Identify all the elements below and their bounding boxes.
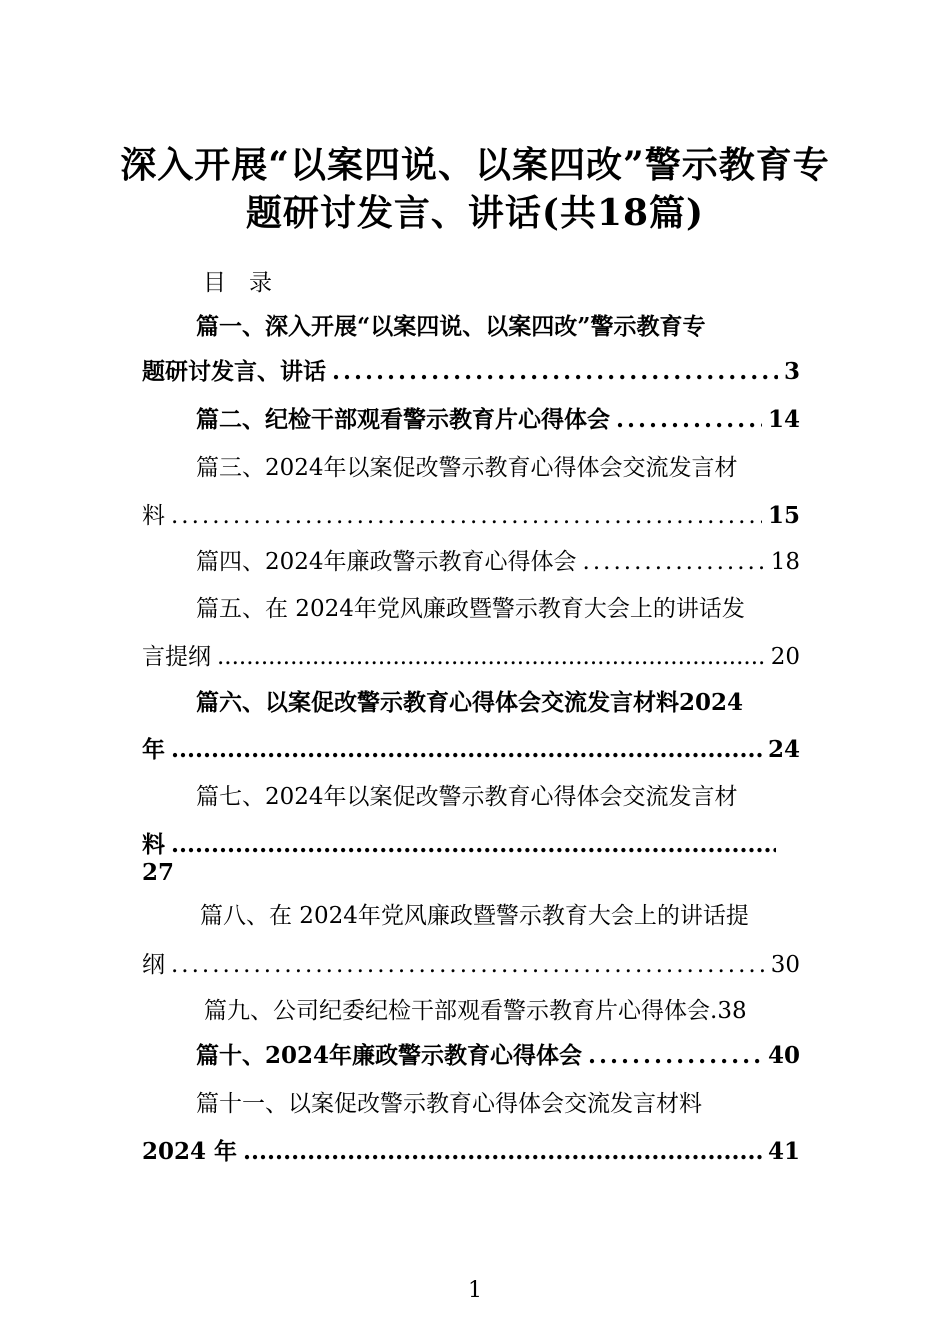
document-title-line-2: 题研讨发言、讲话(共18篇) <box>245 192 705 234</box>
toc-entry-9-label: 篇九、公司纪委纪检干部观看警示教育片心得体会. <box>204 998 718 1024</box>
toc-leader-dots <box>171 830 776 860</box>
toc-entry-2-label: 篇二、纪检干部观看警示教育片心得体会 <box>196 406 610 433</box>
document-title-line-1: 深入开展“以案四说、以案四改”警示教育专 <box>120 144 830 186</box>
toc-leader-dots <box>171 735 762 765</box>
toc-entry-6-label: 年 <box>142 736 165 763</box>
toc-entry-9-page: 38 <box>717 998 747 1024</box>
toc-leader-dots <box>171 501 762 531</box>
page-number: 1 <box>468 1278 482 1303</box>
toc-entry-9[interactable] <box>204 996 747 1026</box>
toc-entry-3-label: 料 <box>142 503 165 529</box>
toc-leader-dots <box>171 950 765 980</box>
toc-entry-7-page[interactable]: 27 <box>142 859 175 886</box>
toc-entry-2-page: 14 <box>767 406 800 433</box>
toc-entry-2[interactable] <box>196 405 800 435</box>
toc-entry-6-line-1[interactable]: 篇六、以案促改警示教育心得体会交流发言材料2024 <box>196 689 744 716</box>
toc-entry-11-line-2[interactable] <box>142 1137 800 1167</box>
toc-entry-10-page: 40 <box>767 1042 800 1069</box>
toc-leader-dots <box>588 1041 762 1071</box>
toc-entry-1-page: 3 <box>783 358 800 385</box>
toc-heading: 目 录 <box>203 270 272 296</box>
toc-entry-3-line-2[interactable] <box>142 501 800 531</box>
toc-entry-8-page: 30 <box>770 952 800 978</box>
toc-entry-4[interactable] <box>196 547 800 577</box>
toc-leader-dots <box>243 1137 762 1167</box>
toc-entry-10-label: 篇十、2024年廉政警示教育心得体会 <box>196 1042 583 1069</box>
toc-entry-8-label: 纲 <box>142 952 165 978</box>
toc-entry-7-line-1[interactable]: 篇七、2024年以案促改警示教育心得体会交流发言材 <box>196 784 738 810</box>
toc-entry-7-line-2[interactable] <box>142 830 782 860</box>
toc-entry-4-label: 篇四、2024年廉政警示教育心得体会 <box>196 549 577 575</box>
toc-leader-dots <box>583 547 765 577</box>
toc-entry-7-label: 料 <box>142 831 165 858</box>
toc-entry-5-line-1[interactable]: 篇五、在 2024年党风廉政暨警示教育大会上的讲话发 <box>196 596 745 622</box>
toc-entry-5-line-2[interactable] <box>142 642 800 672</box>
toc-entry-11-page: 41 <box>767 1138 800 1165</box>
toc-entry-11-line-1[interactable]: 篇十一、以案促改警示教育心得体会交流发言材料 <box>196 1091 702 1117</box>
toc-entry-1-line-1[interactable]: 篇一、深入开展“以案四说、以案四改”警示教育专 <box>196 313 706 340</box>
toc-entry-1-label: 题研讨发言、讲话 <box>142 358 326 385</box>
toc-leader-dots <box>332 357 778 387</box>
toc-entry-8-line-1[interactable]: 篇八、在 2024年党风廉政暨警示教育大会上的讲话提 <box>200 903 749 929</box>
toc-entry-6-line-2[interactable] <box>142 735 800 765</box>
toc-entry-10[interactable] <box>196 1041 800 1071</box>
toc-entry-5-label: 言提纲 <box>142 644 211 670</box>
toc-entry-4-page: 18 <box>770 549 800 575</box>
toc-entry-5-page: 20 <box>770 644 800 670</box>
toc-entry-11-label: 2024 年 <box>142 1138 238 1165</box>
toc-entry-3-line-1[interactable]: 篇三、2024年以案促改警示教育心得体会交流发言材 <box>196 455 738 481</box>
toc-leader-dots <box>616 405 762 435</box>
toc-entry-3-page: 15 <box>767 502 800 529</box>
toc-leader-dots <box>217 642 765 672</box>
toc-entry-6-page: 24 <box>767 736 800 763</box>
toc-entry-1-line-2[interactable] <box>142 357 800 387</box>
toc-entry-8-line-2[interactable] <box>142 950 800 980</box>
